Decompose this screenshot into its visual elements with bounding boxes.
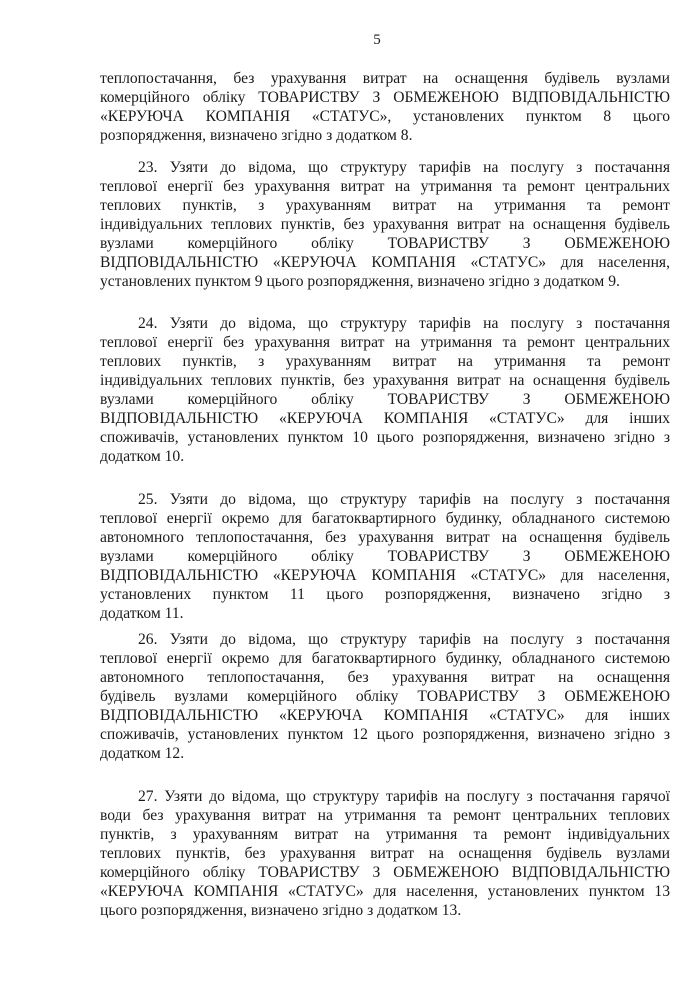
text-line: пунктів, з урахуванням витрат на утримання та ремонт індивідуальних (100, 826, 670, 843)
paragraph-26 (100, 630, 670, 763)
text-line: теплових пунктів, без урахування витрат на оснащення будівель вузлами (100, 845, 670, 862)
text-line: вузлами комерційного обліку ТОВАРИСТВУ З ОБМЕЖЕНОЮ (100, 391, 670, 408)
text-line: теплопостачання, без урахування витрат на оснащення будівель вузлами (100, 70, 670, 87)
text-line: теплової енергії без урахування витрат на утримання та ремонт центральних (100, 334, 670, 351)
paragraph-25 (100, 490, 670, 623)
text-line: цього розпорядження, визначено згідно з додатком 13. (100, 902, 462, 919)
text-line: споживачів, установлених пунктом 10 цього розпорядження, визначено згідно з (100, 429, 670, 446)
text-line: ВІДПОВІДАЛЬНІСТЮ «КЕРУЮЧА КОМПАНІЯ «СТАТУС» для населення, (100, 567, 670, 584)
paragraph-27 (100, 787, 670, 920)
text-line: комерційного обліку ТОВАРИСТВУ З ОБМЕЖЕНОЮ ВІДПОВІДАЛЬНІСТЮ (100, 89, 670, 106)
text-line: теплової енергії окремо для багатоквартирного будинку, обладнаного системою (100, 650, 670, 667)
text-line: теплових пунктів, з урахуванням витрат на утримання та ремонт (100, 197, 670, 214)
paragraph-24 (100, 314, 670, 466)
text-line: установлених пунктом 9 цього розпорядження, визначено згідно з додатком 9. (100, 273, 620, 290)
text-line: 23. Узяти до відома, що структуру тарифів на послугу з постачання (138, 159, 670, 176)
text-line: установлених пунктом 11 цього розпорядження, визначено згідно з (100, 586, 670, 603)
text-line: автономного теплопостачання, без урахування витрат на оснащення (100, 669, 670, 686)
text-line: 24. Узяти до відома, що структуру тарифів на послугу з постачання (138, 315, 670, 332)
text-line: 27. Узяти до відома, що структуру тарифів на послугу з постачання гарячої (138, 788, 670, 805)
text-line: теплової енергії без урахування витрат на утримання та ремонт центральних (100, 178, 670, 195)
text-line: «КЕРУЮЧА КОМПАНІЯ «СТАТУС» для населення, установлених пунктом 13 (100, 883, 670, 900)
text-line: вузлами комерційного обліку ТОВАРИСТВУ З ОБМЕЖЕНОЮ (100, 235, 670, 252)
text-line: автономного теплопостачання, без урахування витрат на оснащення будівель (100, 529, 670, 546)
text-line: споживачів, установлених пунктом 12 цього розпорядження, визначено згідно з (100, 726, 670, 743)
paragraph-22-continued (100, 69, 670, 145)
text-line: теплової енергії окремо для багатоквартирного будинку, обладнаного системою (100, 510, 670, 527)
text-line: розпорядження, визначено згідно з додатком 8. (100, 127, 413, 144)
text-line: вузлами комерційного обліку ТОВАРИСТВУ З ОБМЕЖЕНОЮ (100, 548, 670, 565)
text-line: додатком 10. (100, 448, 185, 465)
text-line: комерційного обліку ТОВАРИСТВУ З ОБМЕЖЕНОЮ ВІДПОВІДАЛЬНІСТЮ (100, 864, 670, 881)
paragraph-23 (100, 158, 670, 291)
text-line: додатком 12. (100, 745, 185, 762)
text-line: додатком 11. (100, 605, 184, 622)
text-line: індивідуальних теплових пунктів, без урахування витрат на оснащення будівель (100, 216, 670, 233)
text-line: «КЕРУЮЧА КОМПАНІЯ «СТАТУС», установлених пунктом 8 цього (100, 108, 670, 125)
text-line: теплових пунктів, з урахуванням витрат на утримання та ремонт (100, 353, 670, 370)
page-number: 5 (373, 32, 381, 48)
text-line: 26. Узяти до відома, що структуру тарифів на послугу з постачання (138, 631, 670, 648)
text-line: 25. Узяти до відома, що структуру тарифів на послугу з постачання (138, 491, 670, 508)
text-line: ВІДПОВІДАЛЬНІСТЮ «КЕРУЮЧА КОМПАНІЯ «СТАТУС» для інших (100, 707, 670, 724)
text-line: будівель вузлами комерційного обліку ТОВАРИСТВУ З ОБМЕЖЕНОЮ (100, 688, 670, 705)
text-line: ВІДПОВІДАЛЬНІСТЮ «КЕРУЮЧА КОМПАНІЯ «СТАТУС» для інших (100, 410, 670, 427)
text-line: індивідуальних теплових пунктів, без урахування витрат на оснащення будівель (100, 372, 670, 389)
text-line: ВІДПОВІДАЛЬНІСТЮ «КЕРУЮЧА КОМПАНІЯ «СТАТУС» для населення, (100, 254, 670, 271)
text-line: води без урахування витрат на утримання та ремонт центральних теплових (100, 807, 670, 824)
